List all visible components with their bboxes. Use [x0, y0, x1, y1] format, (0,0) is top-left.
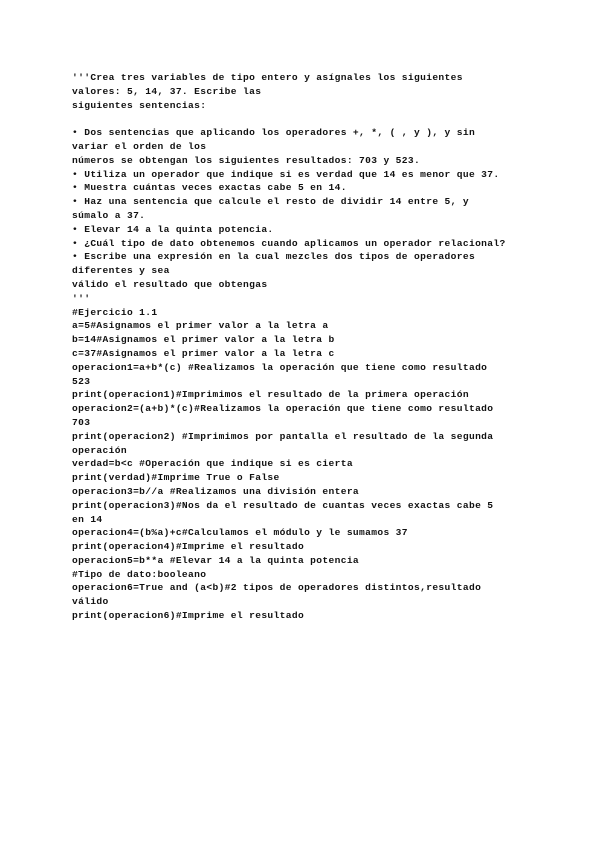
blank-line — [72, 112, 542, 126]
code-line: operacion4=(b%a)+c#Calculamos el módulo y le sumamos 37 — [72, 527, 408, 539]
code-line: operación — [72, 444, 127, 456]
bullet-line: • Haz una sentencia que calcule el resto de dividir 14 entre 5, y — [72, 196, 469, 208]
code-line: 523 — [72, 375, 91, 387]
text-line: súmalo a 37. — [72, 209, 146, 221]
code-comment-line: #Ejercicio 1.1 — [72, 306, 158, 318]
code-line: print(operacion2) #Imprimimos por pantalla el resultado de la segunda — [72, 430, 494, 442]
bullet-line: • Muestra cuántas veces exactas cabe 5 en 14. — [72, 182, 347, 194]
text-line: siguientes sentencias: — [72, 99, 207, 111]
code-line: operacion5=b**a #Elevar 14 a la quinta potencia — [72, 554, 360, 566]
text-line: '''Crea tres variables de tipo entero y asígnales los siguientes — [72, 72, 463, 83]
bullet-line: • Escribe una expresión en la cual mezcles dos tipos de operadores — [72, 251, 476, 263]
text-line: valores: 5, 14, 37. Escribe las — [72, 85, 262, 97]
code-line: a=5#Asignamos el primer valor a la letra a — [72, 320, 329, 332]
code-line: print(verdad)#Imprime True o False — [72, 472, 280, 484]
bullet-line: • Elevar 14 a la quinta potencia. — [72, 223, 274, 235]
code-line: c=37#Asignamos el primer valor a la letra c — [72, 347, 335, 359]
code-line: operacion2=(a+b)*(c)#Realizamos la operación que tiene como resultado — [72, 403, 494, 415]
code-line: print(operacion4)#Imprime el resultado — [72, 541, 305, 553]
bullet-line: • ¿Cuál tipo de dato obtenemos cuando aplicamos un operador relacional? — [72, 237, 506, 249]
text-line: diferentes y sea — [72, 265, 170, 277]
code-line: print(operacion3)#Nos da el resultado de cuantas veces exactas cabe 5 — [72, 499, 494, 511]
code-line: 703 — [72, 416, 91, 428]
text-line: válido el resultado que obtengas — [72, 278, 268, 290]
code-line: print(operacion1)#Imprimimos el resultado de la primera operación — [72, 389, 469, 401]
code-line: en 14 — [72, 513, 103, 525]
code-line: operacion1=a+b*(c) #Realizamos la operación que tiene como resultado — [72, 361, 488, 373]
code-line: verdad=b<c #Operación que indique si es cierta — [72, 458, 353, 470]
document-text-body — [72, 71, 542, 623]
code-line: válido — [72, 596, 109, 608]
text-line: variar el orden de los — [72, 140, 207, 152]
code-line: operacion3=b//a #Realizamos una división entera — [72, 485, 360, 497]
code-line: b=14#Asignamos el primer valor a la letra b — [72, 334, 335, 346]
bullet-line: • Utiliza un operador que indique si es verdad que 14 es menor que 37. — [72, 168, 500, 180]
text-line: números se obtengan los siguientes resultados: 703 y 523. — [72, 154, 421, 166]
code-line: print(operacion6)#Imprime el resultado — [72, 610, 305, 622]
docstring-delimiter: ''' — [72, 292, 91, 304]
code-comment-line: #Tipo de dato:booleano — [72, 568, 207, 580]
bullet-line: • Dos sentencias que aplicando los operadores +, *, ( , y ), y sin — [72, 127, 476, 139]
code-line: operacion6=True and (a<b)#2 tipos de operadores distintos,resultado — [72, 582, 482, 594]
